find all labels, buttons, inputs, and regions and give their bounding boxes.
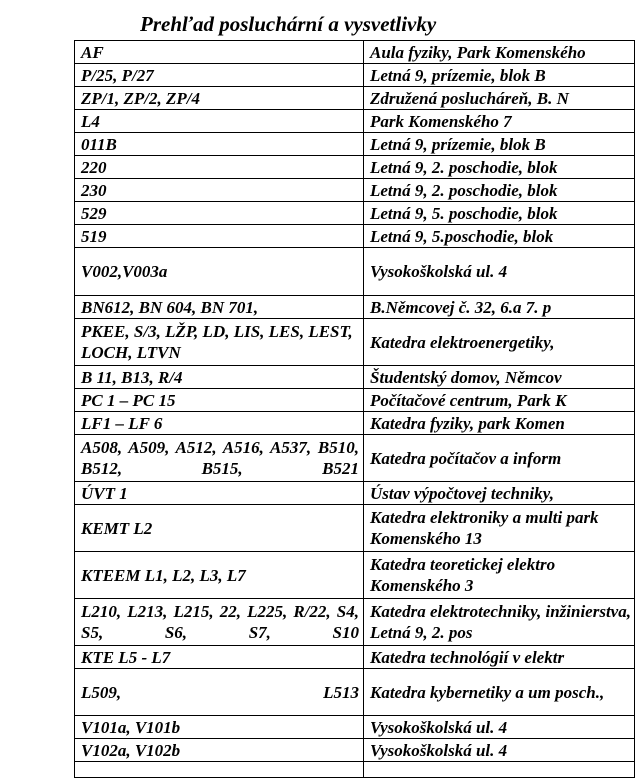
location-cell: Vysokoškolská ul. 4	[364, 248, 635, 296]
table-row	[75, 505, 635, 552]
table-row	[75, 319, 635, 366]
table-row	[75, 64, 635, 87]
table-row	[75, 646, 635, 669]
room-cell: PKEE, S/3, LŽP, LD, LIS, LES, LEST, LOCH, LTVN	[75, 319, 364, 366]
location-cell: Letná 9, prízemie, blok B	[364, 64, 635, 87]
location-cell	[364, 762, 635, 778]
table-row	[75, 716, 635, 739]
room-cell	[75, 762, 364, 778]
location-cell: Združená poslucháreň, B. N	[364, 87, 635, 110]
room-cell: KEMT L2	[75, 505, 364, 552]
room-cell: ZP/1, ZP/2, ZP/4	[75, 87, 364, 110]
page-title: Prehľad posluchární a vysvetlivky	[140, 12, 437, 36]
table-row	[75, 482, 635, 505]
location-cell: Letná 9, 2. poschodie, blok	[364, 179, 635, 202]
room-cell: KTEEM L1, L2, L3, L7	[75, 552, 364, 599]
location-cell: Katedra elektroniky a multi park Komenského 13	[364, 505, 635, 552]
room-cell: P/25, P/27	[75, 64, 364, 87]
room-cell: 529	[75, 202, 364, 225]
room-cell: L509, L513	[75, 669, 364, 716]
location-cell: Ústav výpočtovej techniky,	[364, 482, 635, 505]
table-row	[75, 41, 635, 64]
room-cell: B 11, B13, R/4	[75, 366, 364, 389]
room-cell: LF1 – LF 6	[75, 412, 364, 435]
room-cell: A508, A509, A512, A516, A537, B510, B512, B515, B521	[75, 435, 364, 482]
room-cell: PC 1 – PC 15	[75, 389, 364, 412]
location-cell: B.Němcovej č. 32, 6.a 7. p	[364, 296, 635, 319]
room-cell: V002,V003a	[75, 248, 364, 296]
location-cell: Letná 9, prízemie, blok B	[364, 133, 635, 156]
location-cell: Katedra počítačov a inform	[364, 435, 635, 482]
table-row	[75, 762, 635, 778]
table-row	[75, 156, 635, 179]
location-cell: Katedra fyziky, park Komen	[364, 412, 635, 435]
room-cell: ÚVT 1	[75, 482, 364, 505]
location-cell: Katedra elektrotechniky, inžinierstva, Letná 9, 2. pos	[364, 599, 635, 646]
table-row	[75, 248, 635, 296]
room-cell: 011B	[75, 133, 364, 156]
location-cell: Katedra teoretickej elektro Komenského 3	[364, 552, 635, 599]
location-cell: Študentský domov, Němcov	[364, 366, 635, 389]
location-cell: Počítačové centrum, Park K	[364, 389, 635, 412]
table-row	[75, 552, 635, 599]
table-row	[75, 739, 635, 762]
location-cell: Letná 9, 5. poschodie, blok	[364, 202, 635, 225]
lecture-halls-table	[74, 40, 635, 778]
room-cell: 220	[75, 156, 364, 179]
table-row	[75, 133, 635, 156]
room-cell: L4	[75, 110, 364, 133]
table-row	[75, 110, 635, 133]
location-cell: Park Komenského 7	[364, 110, 635, 133]
table-row	[75, 599, 635, 646]
location-cell: Letná 9, 5.poschodie, blok	[364, 225, 635, 248]
location-cell: Aula fyziky, Park Komenského	[364, 41, 635, 64]
room-cell: V101a, V101b	[75, 716, 364, 739]
table-row	[75, 669, 635, 716]
table-row	[75, 296, 635, 319]
room-cell: L210, L213, L215, 22, L225, R/22, S4, S5, S6, S7, S10	[75, 599, 364, 646]
location-cell: Katedra kybernetiky a um posch.,	[364, 669, 635, 716]
table-row	[75, 389, 635, 412]
room-cell: 230	[75, 179, 364, 202]
location-cell: Vysokoškolská ul. 4	[364, 739, 635, 762]
location-cell: Katedra technológií v elektr	[364, 646, 635, 669]
room-cell: BN612, BN 604, BN 701,	[75, 296, 364, 319]
room-cell: AF	[75, 41, 364, 64]
table-row	[75, 366, 635, 389]
room-cell: KTE L5 - L7	[75, 646, 364, 669]
table-row	[75, 179, 635, 202]
location-cell: Vysokoškolská ul. 4	[364, 716, 635, 739]
table-row	[75, 87, 635, 110]
location-cell: Letná 9, 2. poschodie, blok	[364, 156, 635, 179]
table-row	[75, 435, 635, 482]
location-cell: Katedra elektroenergetiky,	[364, 319, 635, 366]
table-row	[75, 412, 635, 435]
table-row	[75, 202, 635, 225]
room-cell: V102a, V102b	[75, 739, 364, 762]
table-row	[75, 225, 635, 248]
room-cell: 519	[75, 225, 364, 248]
